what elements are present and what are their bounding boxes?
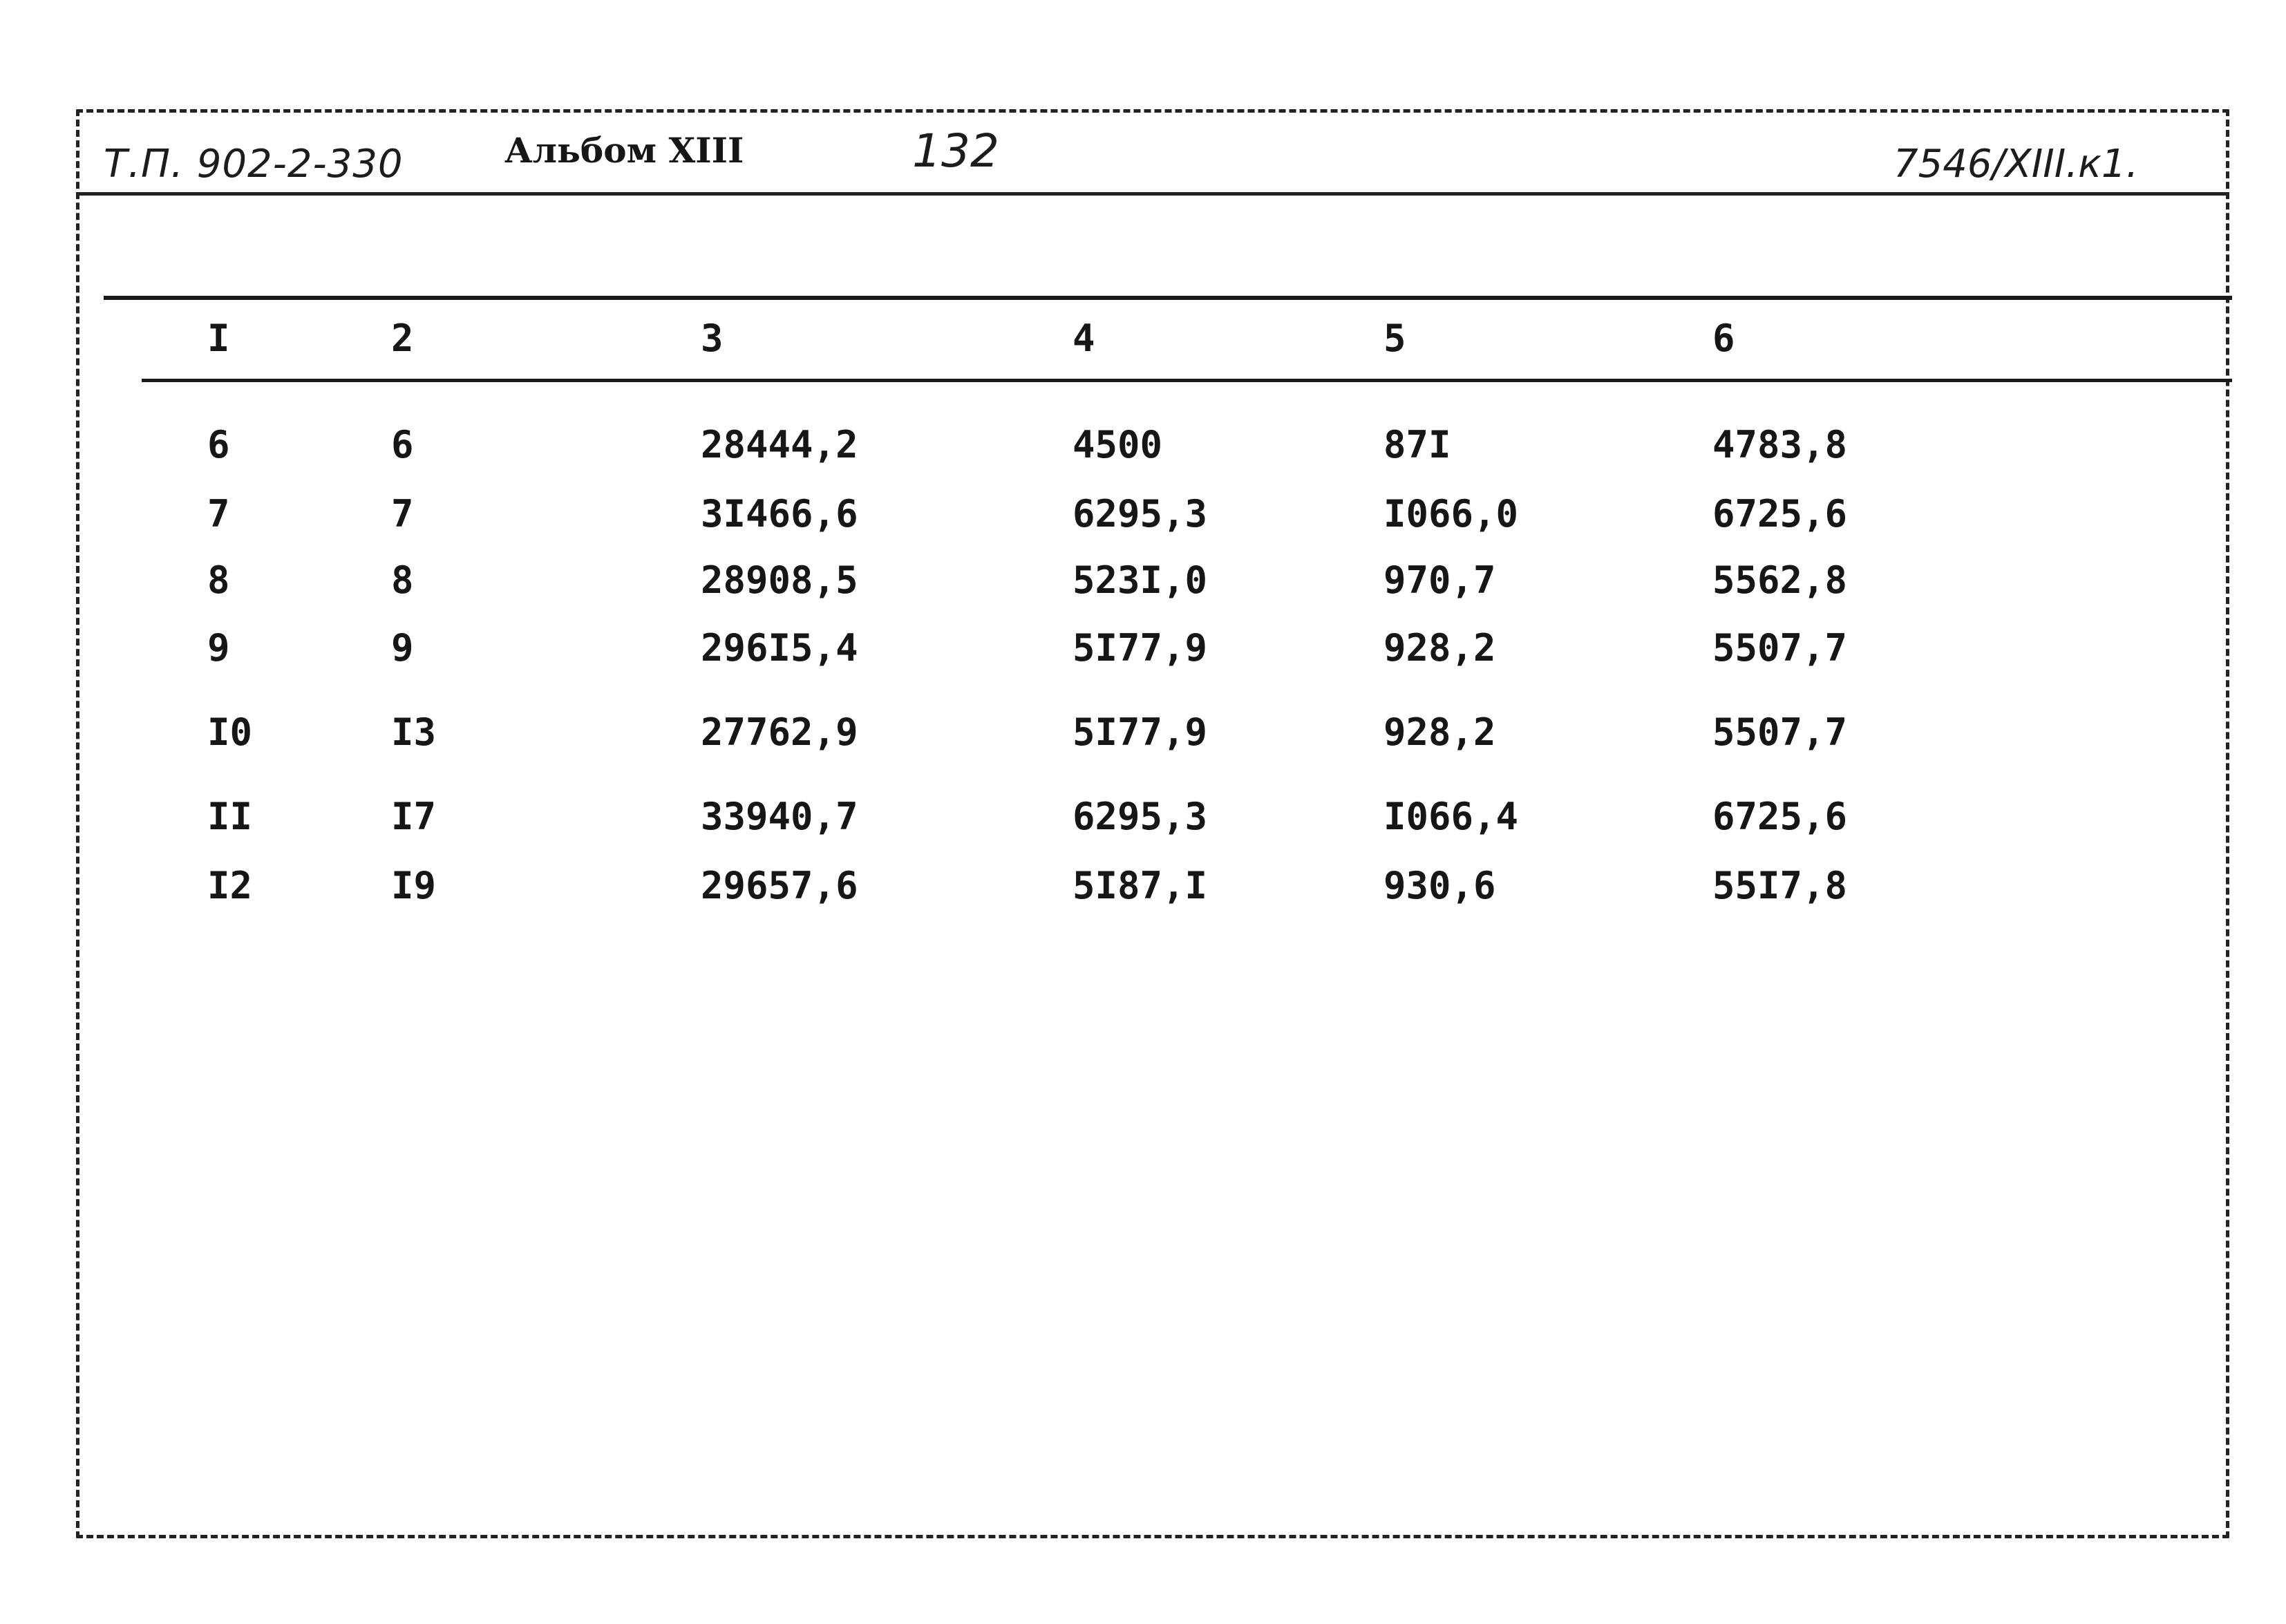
title-block-divider xyxy=(76,192,2229,196)
table-cell: 33940,7 xyxy=(701,795,858,838)
table-cell: 4500 xyxy=(1073,423,1163,466)
table-cell: I0 xyxy=(207,710,253,754)
inventory-number: 7546/XIII.к1. xyxy=(1893,142,2139,187)
table-cell: 5507,7 xyxy=(1712,626,1848,670)
column-header-5: 5 xyxy=(1383,317,1406,360)
table-cell: I066,0 xyxy=(1383,492,1519,536)
table-cell: 5I77,9 xyxy=(1073,710,1208,754)
project-designation: Т.П. 902-2-330 xyxy=(104,142,404,187)
table-cell: 7 xyxy=(207,492,230,536)
table-cell: 6725,6 xyxy=(1712,492,1848,536)
column-header-4: 4 xyxy=(1073,317,1095,360)
table-cell: 970,7 xyxy=(1383,558,1496,602)
table-cell: I066,4 xyxy=(1383,795,1519,838)
table-cell: 5507,7 xyxy=(1712,710,1848,754)
column-header-6: 6 xyxy=(1712,317,1735,360)
table-cell: 6295,3 xyxy=(1073,795,1208,838)
table-cell: 5562,8 xyxy=(1712,558,1848,602)
table-cell: 6725,6 xyxy=(1712,795,1848,838)
table-header-border xyxy=(142,379,2232,382)
table-cell: 27762,9 xyxy=(701,710,858,754)
table-cell: II xyxy=(207,795,253,838)
table-cell: 296I5,4 xyxy=(701,626,858,670)
table-cell: I2 xyxy=(207,864,253,907)
table-cell: 5I87,I xyxy=(1073,864,1208,907)
table-cell: 29657,6 xyxy=(701,864,858,907)
table-cell: I7 xyxy=(391,795,437,838)
table-cell: 8 xyxy=(391,558,414,602)
album-label: Альбом XIII xyxy=(504,130,744,171)
column-header-1: I xyxy=(207,317,230,360)
table-cell: 5I77,9 xyxy=(1073,626,1208,670)
table-cell: 28444,2 xyxy=(701,423,858,466)
table-cell: 4783,8 xyxy=(1712,423,1848,466)
table-cell: 6295,3 xyxy=(1073,492,1208,536)
table-cell: I3 xyxy=(391,710,437,754)
table-cell: 3I466,6 xyxy=(701,492,858,536)
table-cell: 928,2 xyxy=(1383,626,1496,670)
column-header-3: 3 xyxy=(701,317,724,360)
table-cell: 55I7,8 xyxy=(1712,864,1848,907)
table-cell: 7 xyxy=(391,492,414,536)
column-header-2: 2 xyxy=(391,317,414,360)
table-cell: 6 xyxy=(391,423,414,466)
table-cell: 87I xyxy=(1383,423,1451,466)
table-cell: I9 xyxy=(391,864,437,907)
table-cell: 9 xyxy=(391,626,414,670)
table-cell: 6 xyxy=(207,423,230,466)
table-cell: 523I,0 xyxy=(1073,558,1208,602)
table-cell: 28908,5 xyxy=(701,558,858,602)
page-number: 132 xyxy=(912,124,999,178)
table-top-border xyxy=(104,296,2232,300)
table-cell: 928,2 xyxy=(1383,710,1496,754)
table-cell: 8 xyxy=(207,558,230,602)
table-cell: 930,6 xyxy=(1383,864,1496,907)
table-cell: 9 xyxy=(207,626,230,670)
